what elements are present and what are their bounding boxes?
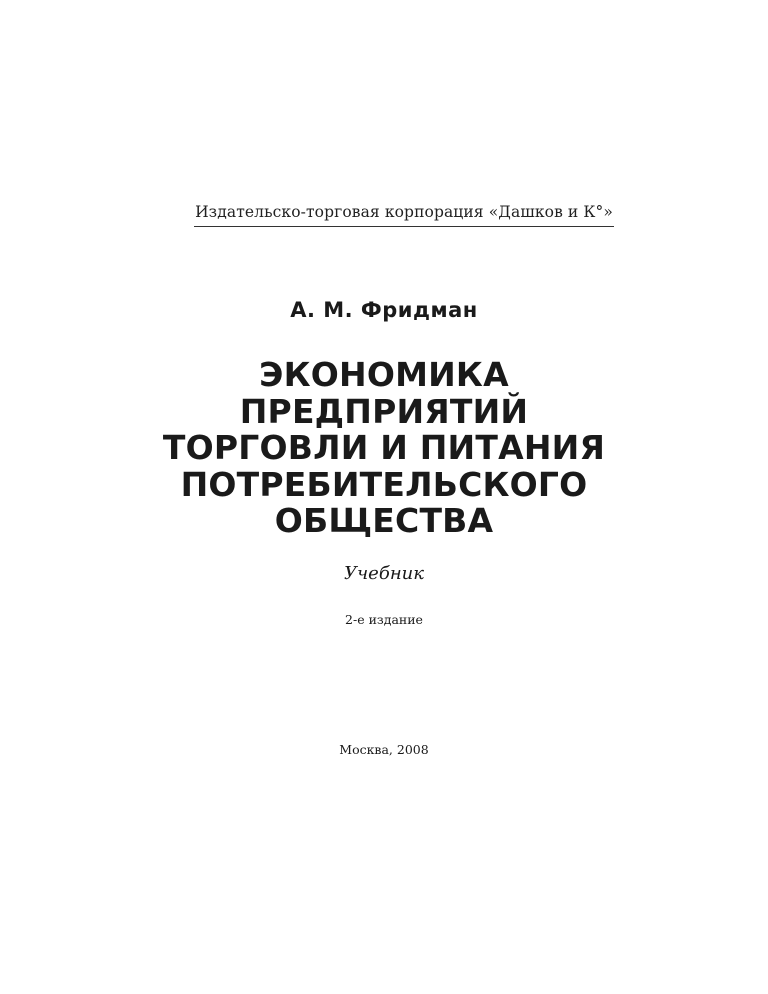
publisher-line: Издательско-торговая корпорация «Дашков и К°» bbox=[195, 203, 613, 221]
title-line: ТОРГОВЛИ И ПИТАНИЯ bbox=[162, 428, 606, 467]
publisher-rule bbox=[194, 226, 614, 227]
title-line: ОБЩЕСТВА bbox=[274, 501, 494, 540]
title-line: ПРЕДПРИЯТИЙ bbox=[239, 391, 529, 431]
title-line: ПОТРЕБИТЕЛЬСКОГО bbox=[180, 464, 588, 504]
book-type: Учебник bbox=[343, 563, 425, 584]
city-year: Москва, 2008 bbox=[339, 742, 429, 757]
book-title bbox=[0, 357, 768, 540]
title-line: ЭКОНОМИКА bbox=[259, 355, 509, 394]
edition-label: 2-е издание bbox=[345, 612, 423, 627]
author-name: А. М. Фридман bbox=[290, 298, 478, 322]
